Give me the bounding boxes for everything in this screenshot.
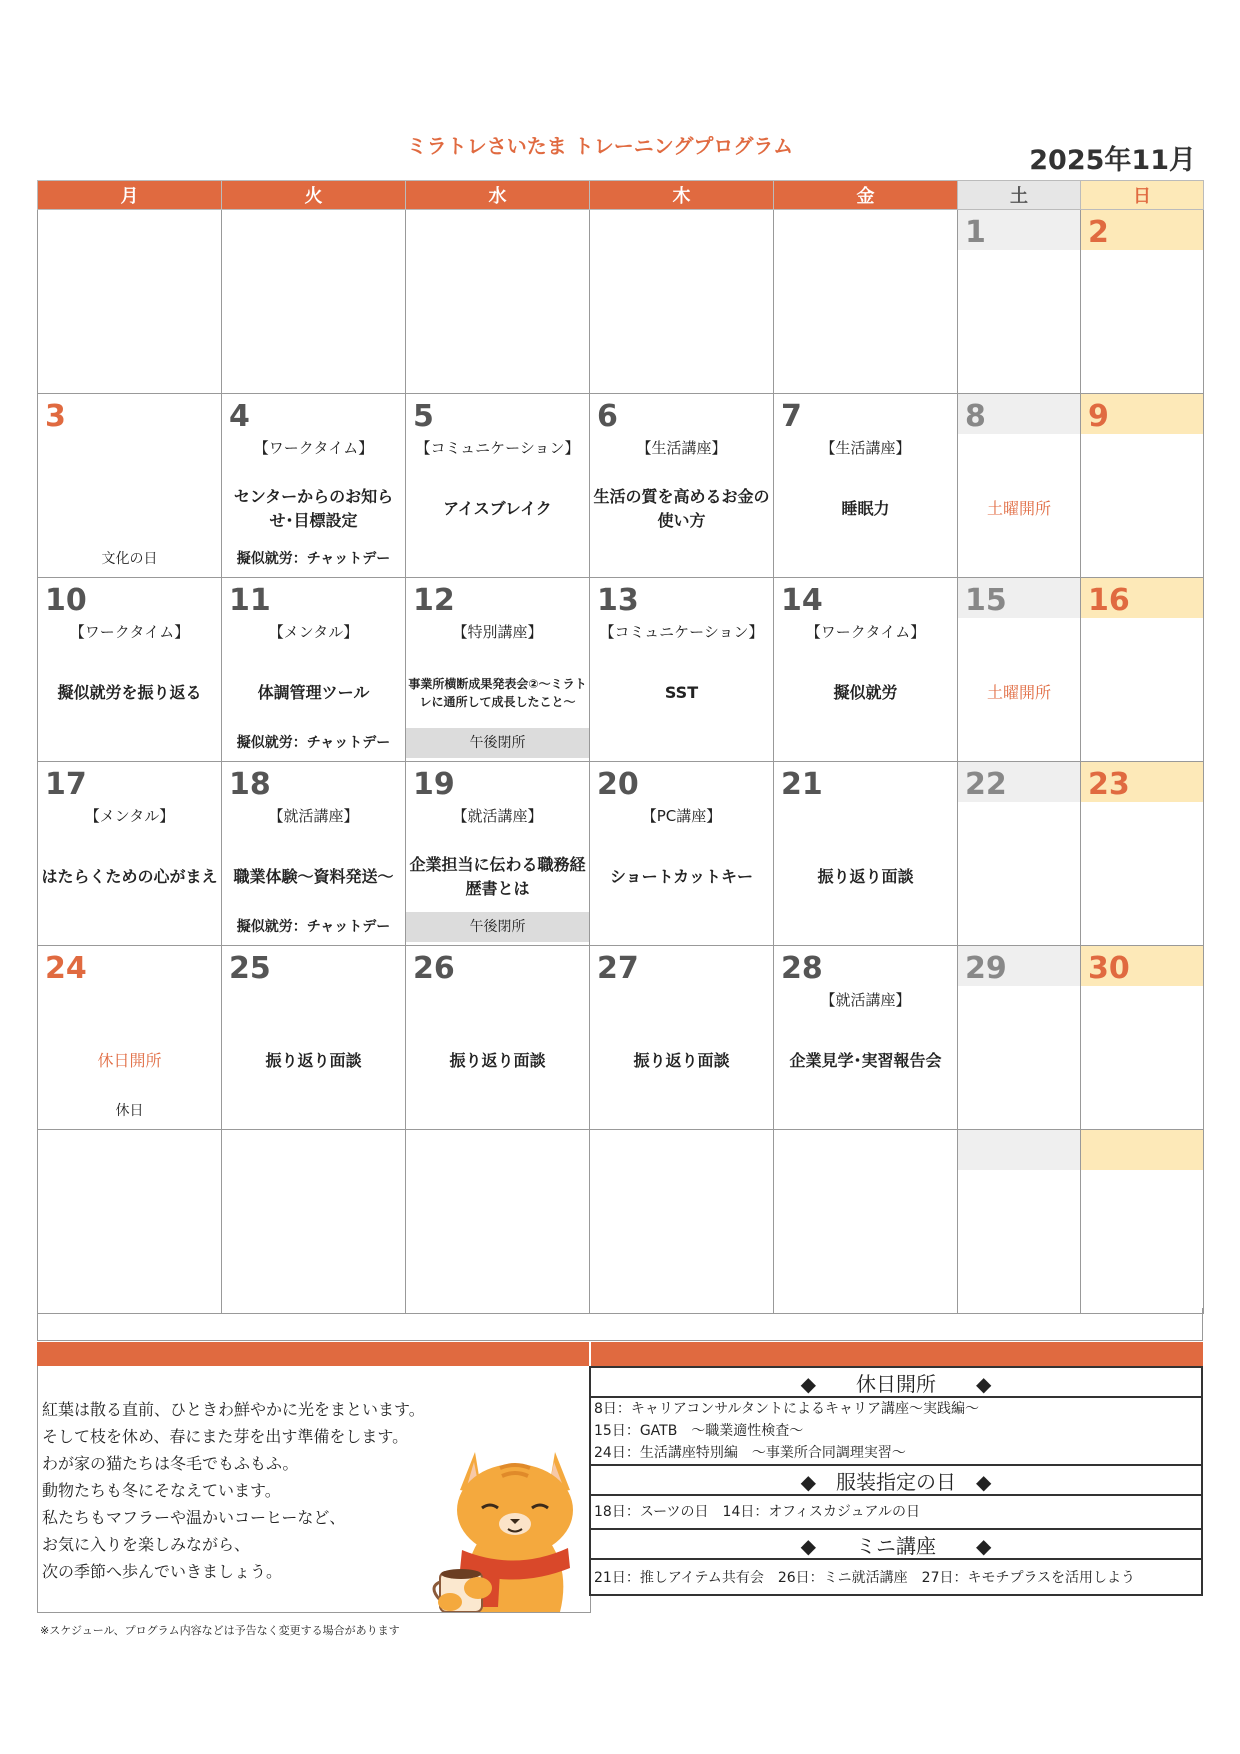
program-title: センターからのお知らせ･目標設定 bbox=[233, 487, 394, 530]
day-number: 5 bbox=[413, 399, 434, 434]
program-title: 事業所横断成果発表会②～ミラトレに通所して成長したこと～ bbox=[408, 677, 587, 709]
cat-with-coffee-icon bbox=[420, 1422, 590, 1612]
calendar-day bbox=[958, 210, 1081, 394]
calendar-day bbox=[38, 578, 222, 762]
day-number: 19 bbox=[413, 767, 455, 802]
program-title: SST bbox=[664, 683, 699, 702]
calendar-day bbox=[222, 1130, 406, 1314]
calendar-day bbox=[406, 1130, 590, 1314]
day-number: 29 bbox=[958, 946, 1080, 986]
day-number: 25 bbox=[229, 951, 271, 986]
calendar-day bbox=[1081, 1130, 1204, 1314]
calendar-day bbox=[774, 210, 958, 394]
day-number bbox=[590, 210, 773, 250]
day-number: 14 bbox=[781, 583, 823, 618]
program-category: 【特別講座】 bbox=[452, 623, 543, 641]
calendar-title: ミラトレさいたま トレーニングプログラム bbox=[406, 134, 794, 158]
calendar-day bbox=[958, 946, 1081, 1130]
day-number: 12 bbox=[413, 583, 455, 618]
calendar-day bbox=[958, 578, 1081, 762]
calendar-day bbox=[958, 762, 1081, 946]
day-number: 1 bbox=[958, 210, 1080, 250]
calendar-day bbox=[406, 762, 590, 946]
program-title: 休日開所 bbox=[97, 1051, 162, 1070]
calendar-day bbox=[958, 1130, 1081, 1314]
dress-heading: ◆ 服装指定の日 ◆ bbox=[589, 1464, 1203, 1496]
message-line: わが家の猫たちは冬毛でもふもふ。 bbox=[42, 1454, 299, 1473]
day-number: 22 bbox=[958, 762, 1080, 802]
calendar-week bbox=[38, 578, 1204, 762]
message-text bbox=[42, 1396, 425, 1585]
message-line: お気に入りを楽しみながら、 bbox=[42, 1535, 251, 1554]
day-number bbox=[222, 210, 405, 250]
day-number: 30 bbox=[1081, 946, 1203, 986]
calendar-day bbox=[958, 394, 1081, 578]
program-category: 【ワークタイム】 bbox=[69, 623, 190, 641]
calendar-day bbox=[774, 946, 958, 1130]
mini-list bbox=[589, 1560, 1203, 1596]
calendar-day bbox=[222, 394, 406, 578]
calendar-week bbox=[38, 1130, 1204, 1314]
dress-line: 18日：スーツの日 14日：オフィスカジュアルの日 bbox=[594, 1504, 920, 1520]
weekday-5: 土 bbox=[958, 181, 1081, 210]
program-category: 【メンタル】 bbox=[268, 623, 359, 641]
day-number bbox=[38, 210, 221, 250]
holiday-heading: ◆ 休日開所 ◆ bbox=[589, 1366, 1203, 1398]
program-category: 【PC講座】 bbox=[641, 807, 722, 825]
calendar-week bbox=[38, 210, 1204, 394]
calendar-day bbox=[406, 210, 590, 394]
program-category: 【生活講座】 bbox=[636, 439, 727, 457]
day-number bbox=[406, 1130, 589, 1170]
calendar-day bbox=[222, 946, 406, 1130]
calendar-day bbox=[774, 1130, 958, 1314]
program-category: 【生活講座】 bbox=[820, 439, 911, 457]
day-number bbox=[222, 1130, 405, 1170]
day-number: 23 bbox=[1081, 762, 1203, 802]
program-title: はたらくための心がまえ bbox=[41, 867, 218, 886]
message-line: そして枝を休め、春にまた芽を出す準備をします。 bbox=[42, 1427, 409, 1446]
calendar-day bbox=[38, 210, 222, 394]
program-title: 企業見学･実習報告会 bbox=[789, 1051, 942, 1070]
day-number: 11 bbox=[229, 583, 271, 618]
day-number: 16 bbox=[1081, 578, 1203, 618]
weekday-2: 水 bbox=[406, 181, 590, 210]
program-category: 【ワークタイム】 bbox=[253, 439, 374, 457]
calendar-day bbox=[590, 210, 774, 394]
day-number: 27 bbox=[597, 951, 639, 986]
month-label: 2025年11月 bbox=[1029, 145, 1196, 176]
calendar-spacer-row bbox=[37, 1308, 1203, 1341]
weekday-4: 金 bbox=[774, 181, 958, 210]
day-number: 28 bbox=[781, 951, 823, 986]
day-number: 3 bbox=[45, 399, 66, 434]
calendar-day bbox=[222, 210, 406, 394]
day-number bbox=[406, 210, 589, 250]
day-number: 7 bbox=[781, 399, 802, 434]
holiday-list bbox=[589, 1398, 1203, 1464]
calendar-day bbox=[590, 394, 774, 578]
weekday-1: 火 bbox=[222, 181, 406, 210]
program-category: 【就活講座】 bbox=[268, 807, 359, 825]
day-note: 休日 bbox=[115, 1103, 144, 1119]
message-line: 紅葉は散る直前、ひときわ鮮やかに光をまといます。 bbox=[42, 1400, 425, 1419]
message-line: 私たちもマフラーや温かいコーヒーなど、 bbox=[42, 1508, 346, 1527]
dress-list bbox=[589, 1496, 1203, 1528]
weekday-3: 木 bbox=[590, 181, 774, 210]
mini-heading: ◆ ミニ講座 ◆ bbox=[589, 1528, 1203, 1560]
calendar-day bbox=[590, 578, 774, 762]
holiday-line: 8日：キャリアコンサルタントによるキャリア講座～実践編～ bbox=[594, 1401, 979, 1417]
calendar-day bbox=[590, 946, 774, 1130]
day-number: 15 bbox=[958, 578, 1080, 618]
day-number: 9 bbox=[1081, 394, 1203, 434]
calendar-day bbox=[38, 762, 222, 946]
calendar-day bbox=[38, 394, 222, 578]
day-number: 20 bbox=[597, 767, 639, 802]
holiday-line: 15日：GATB ～職業適性検査～ bbox=[594, 1423, 804, 1439]
program-title: 擬似就労 bbox=[833, 683, 898, 702]
day-number: 8 bbox=[958, 394, 1080, 434]
day-number bbox=[590, 1130, 773, 1170]
calendar-day bbox=[222, 762, 406, 946]
calendar-day bbox=[406, 578, 590, 762]
program-category: 【コミュニケーション】 bbox=[415, 439, 580, 457]
program-category: 【ワークタイム】 bbox=[805, 623, 926, 641]
calendar-grid bbox=[37, 180, 1204, 1314]
message-line: 動物たちも冬にそなえています。 bbox=[42, 1481, 281, 1500]
day-number bbox=[958, 1130, 1080, 1170]
program-category: 【コミュニケーション】 bbox=[599, 623, 764, 641]
program-category: 【就活講座】 bbox=[452, 807, 543, 825]
calendar-day bbox=[406, 946, 590, 1130]
weekday-6: 日 bbox=[1081, 181, 1204, 210]
calendar-week bbox=[38, 762, 1204, 946]
program-title: 企業担当に伝わる職務経歴書とは bbox=[409, 855, 586, 898]
message-line: 次の季節へ歩んでいきましょう。 bbox=[42, 1562, 283, 1581]
day-number bbox=[774, 1130, 957, 1170]
program-title: 土曜開所 bbox=[986, 683, 1051, 702]
day-number bbox=[1081, 1130, 1203, 1170]
mini-line: 21日：推しアイテム共有会 26日：ミニ就活講座 27日：キモチプラスを活用しよう bbox=[594, 1570, 1136, 1586]
program-title: 土曜開所 bbox=[986, 499, 1051, 518]
program-title: アイスブレイク bbox=[443, 499, 552, 518]
calendar-day bbox=[1081, 762, 1204, 946]
calendar-day bbox=[590, 1130, 774, 1314]
day-number: 10 bbox=[45, 583, 87, 618]
calendar-day bbox=[590, 762, 774, 946]
divider-bar bbox=[37, 1342, 1203, 1366]
day-note: 午後閉所 bbox=[406, 912, 589, 942]
program-title: 振り返り面談 bbox=[633, 1051, 730, 1070]
day-note: 擬似就労：チャットデー bbox=[236, 551, 391, 567]
program-title: 振り返り面談 bbox=[449, 1051, 546, 1070]
weekday-0: 月 bbox=[38, 181, 222, 210]
program-title: 振り返り面談 bbox=[265, 1051, 362, 1070]
day-number: 24 bbox=[45, 951, 87, 986]
message-box bbox=[37, 1366, 591, 1613]
program-title: 睡眠力 bbox=[841, 499, 890, 518]
calendar-day bbox=[38, 1130, 222, 1314]
holiday-line: 24日：生活講座特別編 ～事業所合同調理実習～ bbox=[594, 1445, 906, 1461]
day-note: 文化の日 bbox=[101, 551, 158, 567]
program-title: ショートカットキー bbox=[609, 867, 754, 886]
day-number: 21 bbox=[781, 767, 823, 802]
day-number: 17 bbox=[45, 767, 87, 802]
program-title: 生活の質を高めるお金の使い方 bbox=[593, 487, 770, 530]
calendar-day bbox=[1081, 210, 1204, 394]
calendar-day bbox=[774, 394, 958, 578]
day-number: 6 bbox=[597, 399, 618, 434]
program-title: 職業体験～資料発送～ bbox=[233, 867, 394, 886]
program-category: 【メンタル】 bbox=[84, 807, 175, 825]
day-number: 18 bbox=[229, 767, 271, 802]
day-note: 擬似就労：チャットデー bbox=[236, 735, 391, 751]
day-number: 26 bbox=[413, 951, 455, 986]
calendar-day bbox=[774, 762, 958, 946]
day-note: 擬似就労：チャットデー bbox=[236, 919, 391, 935]
info-panel bbox=[589, 1366, 1203, 1596]
calendar-day bbox=[222, 578, 406, 762]
calendar-day bbox=[38, 946, 222, 1130]
calendar-week bbox=[38, 394, 1204, 578]
program-title: 擬似就労を振り返る bbox=[57, 683, 202, 702]
program-title: 体調管理ツール bbox=[257, 683, 370, 702]
day-number: 13 bbox=[597, 583, 639, 618]
day-number bbox=[774, 210, 957, 250]
program-category: 【就活講座】 bbox=[820, 991, 911, 1009]
calendar-day bbox=[1081, 946, 1204, 1130]
day-number: 4 bbox=[229, 399, 250, 434]
calendar-day bbox=[1081, 578, 1204, 762]
day-note: 午後閉所 bbox=[406, 728, 589, 758]
day-number: 2 bbox=[1081, 210, 1203, 250]
calendar-week bbox=[38, 946, 1204, 1130]
calendar-day bbox=[774, 578, 958, 762]
day-number bbox=[38, 1130, 221, 1170]
calendar-day bbox=[1081, 394, 1204, 578]
weekday-header bbox=[38, 181, 1204, 210]
footer-note: ※スケジュール、プログラム内容などは予告なく変更する場合があります bbox=[40, 1624, 400, 1637]
program-title: 振り返り面談 bbox=[817, 867, 914, 886]
calendar-day bbox=[406, 394, 590, 578]
